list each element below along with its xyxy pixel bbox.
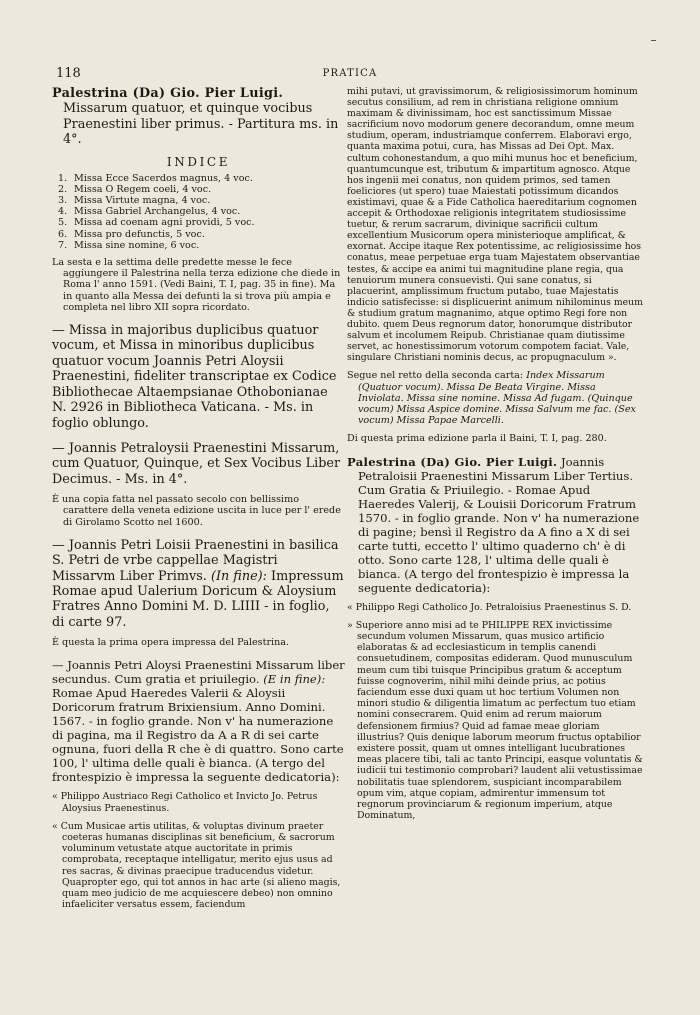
dedication-continuation: mihi putavi, ut gravissimorum, & religiosissimorum hominum secutus consilium, ad rem in christiana religione omnium maximam & divinissimam, hoc est sanctissimum Missae sacrificium novo modorum genere decorandum, omne meum studium, operam, industriamque conferrem. Elaboravi ergo, quanta maxima potui, cura, has Missas ad Dei Opt. Max. cultum cohonestandum, a quo mihi munus hoc et beneficium, quantumcunque est, tributum & impartitum agnosco. Atque hos ingenii mei conatus, non quidem primos, sed tamen foeliciores (ut spero) tuae Maiestati potissimum dicandos existimavi, quae & a Fide Catholica haereditarium cognomen accepit & Orthodoxae religionis integritatem studiosissime tuetur, & rerum sacrarum, divinique sacrificii cultum excellentium Musicorum opera ministerioque amplificat, & exornat. Accipe itaque Rex potentissime, ac religiosissime hos conatus, meae perpetuae erga tuam Majestatem observantiae testes, & accipe ea animi tui magnitudine plane regia, qua tenuiorum munera consuevisti. Qui sane conatus, si placuerint, amplissimum fructum putabo, tuae Majestatis indicio satisfecisse: si displicuerint animum nihilominus meum & studium gratum magnanimo, atque optimo Regi fore non dubito. quem Deus regnorum dator, honorumque distributor salvum et incolumem Reipub. Christianae quam diutissime servet, ac honestissimorum votorum compotem faciat. Vale, singulare Christiani nominis decus, ac propugnaculum ». bbox=[347, 86, 643, 364]
entry-missarum-liber-primus bbox=[52, 86, 345, 148]
running-title: PRATICA bbox=[322, 68, 378, 79]
entry-author: Palestrina (Da) Gio. Pier Luigi. bbox=[347, 454, 558, 469]
entry-author: Palestrina (Da) Gio. Pier Luigi. bbox=[52, 86, 284, 101]
index-item: 7. Missa sine nomine, 6 voc. bbox=[58, 239, 200, 251]
entry-missa-majoribus: — Missa in majoribus duplicibus quatuor vocum, et Missa in minoribus duplicibus quatuor vocum Joannis Petri Aloysii Praenestini, fideliter transcriptae ex Codice Bibliothecae Altaempsianae Othobonianae N. 2926 in Bibliotheca Vaticana. - Ms. in foglio oblungo. bbox=[52, 323, 337, 431]
dedication-quote: » Superiore anno misi ad te PHILIPPE REX invictissime secundum volumen Missarum, quas musico artificio elaboratas & ad ecclesiasticum in templis canendi consuetudinem, compositas edideram. Quod munusculum meum cum tibi tuisque Principibus gratum & acceptum fuisse cognoverim, nihil mihi deinde prius, ac potius faciendum esse duxi quam ut hoc tertium Volumen non minori studio & diligentia limatum ac perfectum tuo etiam nomini consecrarem. Quid enim ad rerum maiorum defensionem firmius? Quid ad famae meae gloriam illustrius? Quis denique laborum meorum fructus optabilior existere possit, quam ut omnes intelligant lucubrationes meas placere tibi, tali ac tanto Principi, easque voluntatis & iudicii tui testimonio comprobari? laudent alii vetustissimae nobilitatis tuae splendorem, suspiciant incomparabilem opum vim, atque copiam, admirentur immensum tot regnorum provinciarum & regionum imperium, atque Dominatum, bbox=[347, 619, 643, 822]
left-column bbox=[52, 86, 345, 917]
entry-note: È una copia fatta nel passato secolo con bellissimo carattere della veneta edizione uscita in luce per l' erede di Girolamo Scotto nel 1600. bbox=[52, 494, 341, 528]
entry-liber-tertius bbox=[347, 455, 643, 595]
entry-title: Missarum quatuor, et quinque vocibus Praenestini liber primus. - Partitura ms. in 4°. bbox=[63, 101, 339, 148]
index-title: INDICE bbox=[166, 154, 231, 169]
entry-liber-decimus: — Joannis Petraloysii Praenestini Missarum, cum Quatuor, Quinque, et Sex Vocibus Liber Decimus. - Ms. in 4°. bbox=[52, 440, 341, 487]
entry-note: La sesta e la settima delle predette messe le fece aggiungere il Palestrina nella terza edizione che diede in Roma l' anno 1591. (Vedi Baini, T. I, pag. 35 in fine). Ma in quanto alla Messa dei defunti la si trova più ampia e completa nel libro XII sopra ricordato. bbox=[52, 257, 341, 313]
dedication-quote: « Cum Musicae artis utilitas, & voluptas divinum praeter coeteras humanas disciplinas sit beneficium, & sacrorum voluminum vetustate atque auctoritate in primis comprobata, receptaque intelligatur, merito ejus usus ad res sacras, & divinas praecipue traducendus videtur. Quapropter ego, qui tot annos in hac arte (si alieno magis, quam meo judicio de me acquiescere debeo) non omnino infaeliciter versatus essem, faciendum bbox=[52, 820, 341, 911]
index-item: 1. Missa Ecce Sacerdos magnus, 4 voc. bbox=[58, 172, 253, 184]
index-item: 4. Missa Gabriel Archangelus, 4 voc. bbox=[58, 206, 241, 218]
index-item: 3. Missa Virtute magna, 4 voc. bbox=[58, 195, 211, 207]
margin-mark bbox=[651, 40, 656, 41]
entry-liber-secundus: — Joannis Petri Aloysi Praenestini Missarum liber secundus. Cum gratia et priuilegio. (E in fine): Romae Apud Haeredes Valerii & Aloysii Doricorum fratrum Brixiensium. Anno Domini. 1567. - in foglio grande. Non v' ha numerazione di pagina, ma il Registro da A a R di sei carte ognuna, fuori della R che è di quattro. Sono carte 100, l' ultima delle quali è bianca. (A tergo del frontespizio è impressa la seguente dedicatoria): bbox=[52, 658, 345, 785]
entry-note: È questa la prima opera impressa del Palestrina. bbox=[52, 637, 290, 649]
page-number: 118 bbox=[56, 66, 81, 81]
entry-liber-primus-1554: — Joannis Petri Loisii Praenestini in basilica S. Petri de vrbe cappellae Magistri Missarvm Liber Primvs. (In fine): Impressum Romae apud Ualerium Doricum & Aloysium Fratres Anno Domini M. D. LIIII - in foglio, di carte 97. bbox=[52, 537, 344, 630]
index-item: 2. Missa O Regem coeli, 4 voc. bbox=[58, 183, 212, 195]
entry-note: Di questa prima edizione parla il Baini, T. I, pag. 280. bbox=[347, 433, 607, 445]
dedication-quote: « Philippo Austriaco Regi Catholico et Invicto Jo. Petrus Aloysius Praenestinus. bbox=[52, 791, 318, 814]
index-item: 6. Missa pro defunctis, 5 voc. bbox=[58, 228, 205, 240]
entry-note: Segue nel retto della seconda carta: Index Missarum (Quatuor vocum). Missa De Beata Virgine. Missa Inviolata. Missa sine nomine. Missa Ad fugam. (Quinque vocum) Missa Aspice domine. Missa Salvum me fac. (Sex vocum) Missa Papae Marcelli. bbox=[347, 370, 636, 427]
entry-title: Joannis Petraloisii Praenestini Missarum Liber Tertius. Cum Gratia & Priuilegio. - Romae Apud Haeredes Valerij, & Louisii Doricorum Fratrum 1570. - in foglio grande. Non v' ha numerazione di pagine; bensì il Registro da A fino a X di sei carte tutti, eccetto l' ultimo quaderno ch' è di otto. Sono carte 128, l' ultima delle quali è bianca. (A tergo del frontespizio è impressa la seguente dedicatoria): bbox=[358, 454, 640, 595]
index-list bbox=[52, 173, 345, 251]
dedication-quote: « Philippo Regi Catholico Jo. Petraloisius Praenestinus S. D. bbox=[347, 601, 632, 613]
index-item: 5. Missa ad coenam agni providi, 5 voc. bbox=[58, 217, 255, 229]
right-column bbox=[347, 86, 643, 828]
